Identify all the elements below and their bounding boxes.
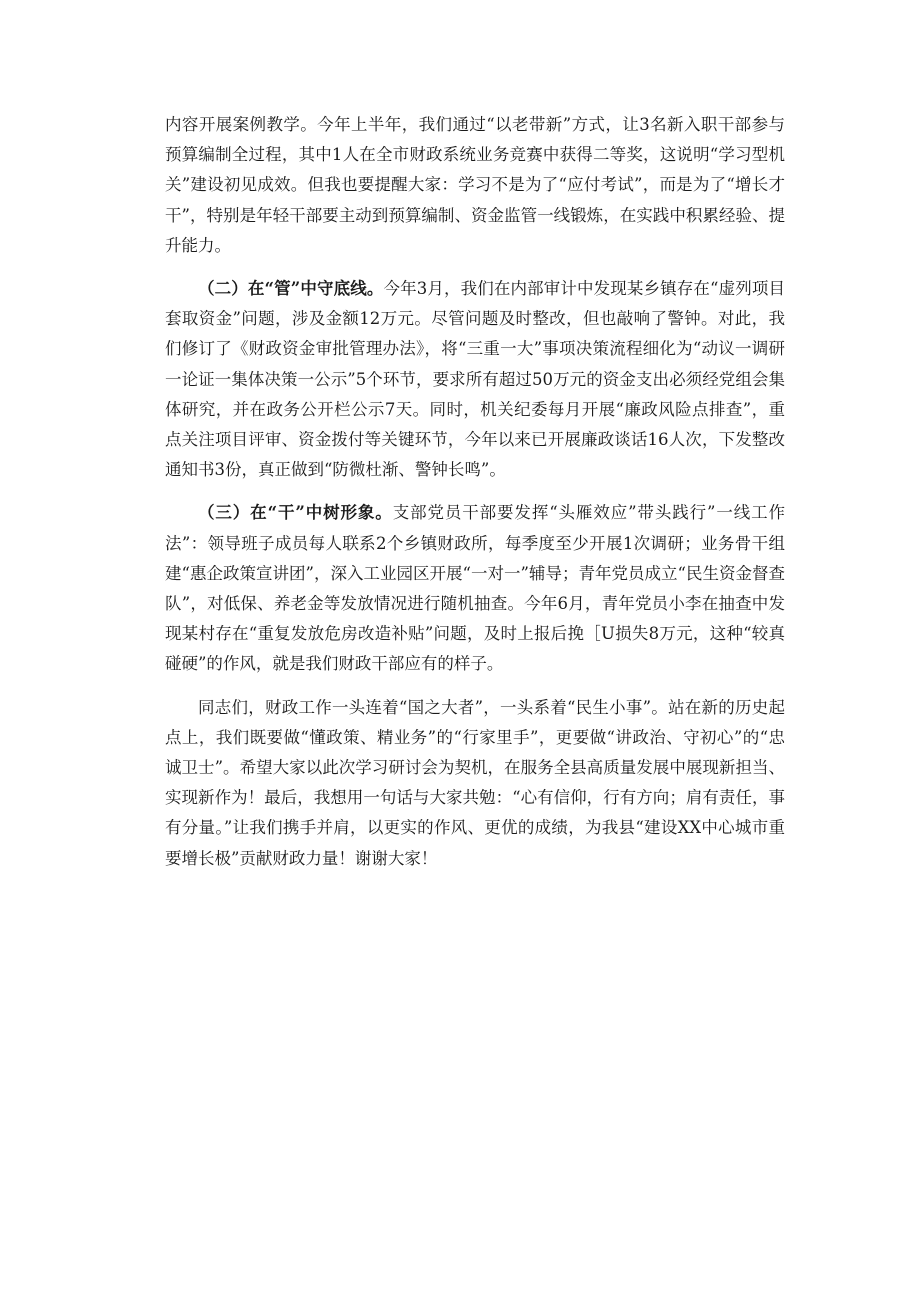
paragraph-text: 今年3月，我们在内部审计中发现某乡镇存在“虚列项目套取资金”问题，涉及金额12万元。尽管问题及时整改，但也敲响了警钟。对此，我们修订了《财政资金审批管理办法》，将“三重一大”事项决策流程细化为“动议一调研一论证一集体决策一公示”5个环节，要求所有超过50万元的资金支出必须经党组会集体研究，并在政务公开栏公示7天。同时，机关纪委每月开展“廉政风险点排查”，重点关注项目评审、资金拨付等关键环节，今年以来已开展廉政谈话16人次，下发整改通知书3份，真正做到“防微杜渐、警钟长鸣”。 (165, 279, 786, 480)
paragraph-continuation (165, 110, 785, 261)
paragraph-text: 同志们，财政工作一头连着“国之大者”，一头系着“民生小事”。站在新的历史起点上，我们既要做“懂政策、精业务”的“行家里手”，更要做“讲政治、守初心”的“忠诚卫士”。希望大家以此次学习研讨会为契机，在服务全县高质量发展中展现新担当、实现新作为！最后，我想用一句话与大家共勉：“心有信仰，行有方向；肩有责任，事有分量。”让我们携手并肩，以更实的作风、更优的成绩，为我县“建设XX中心城市重要增长极”贡献财政力量！谢谢大家！ (165, 697, 785, 868)
section-heading: （二）在“管”中守底线。 (198, 279, 384, 299)
paragraph-section-two (165, 274, 785, 485)
section-heading: （三）在“干”中树形象。 (198, 503, 393, 523)
paragraph-text: 内容开展案例教学。今年上半年，我们通过“以老带新”方式，让3名新入职干部参与预算编制全过程，其中1人在全市财政系统业务竞赛中获得二等奖，这说明“学习型机关”建设初见成效。但我也要提醒大家：学习不是为了“应付考试”，而是为了“增长才干”，特别是年轻干部要主动到预算编制、资金监管一线锻炼，在实践中积累经验、提升能力。 (165, 115, 785, 255)
paragraph-text: 支部党员干部要发挥“头雁效应”带头践行”一线工作法”：领导班子成员每人联系2个乡镇财政所，每季度至少开展1次调研；业务骨干组建“惠企政策宣讲团”，深入工业园区开展“一对一”辅导；青年党员成立“民生资金督查队”，对低保、养老金等发放情况进行随机抽查。今年6月，青年党员小李在抽查中发现某村存在“重复发放危房改造补贴”问题，及时上报后挽［U损失8万元，这种“较真碰硬”的作风，就是我们财政干部应有的样子。 (165, 503, 785, 674)
document-body (165, 110, 785, 887)
paragraph-closing (165, 693, 785, 874)
paragraph-section-three (165, 498, 785, 679)
